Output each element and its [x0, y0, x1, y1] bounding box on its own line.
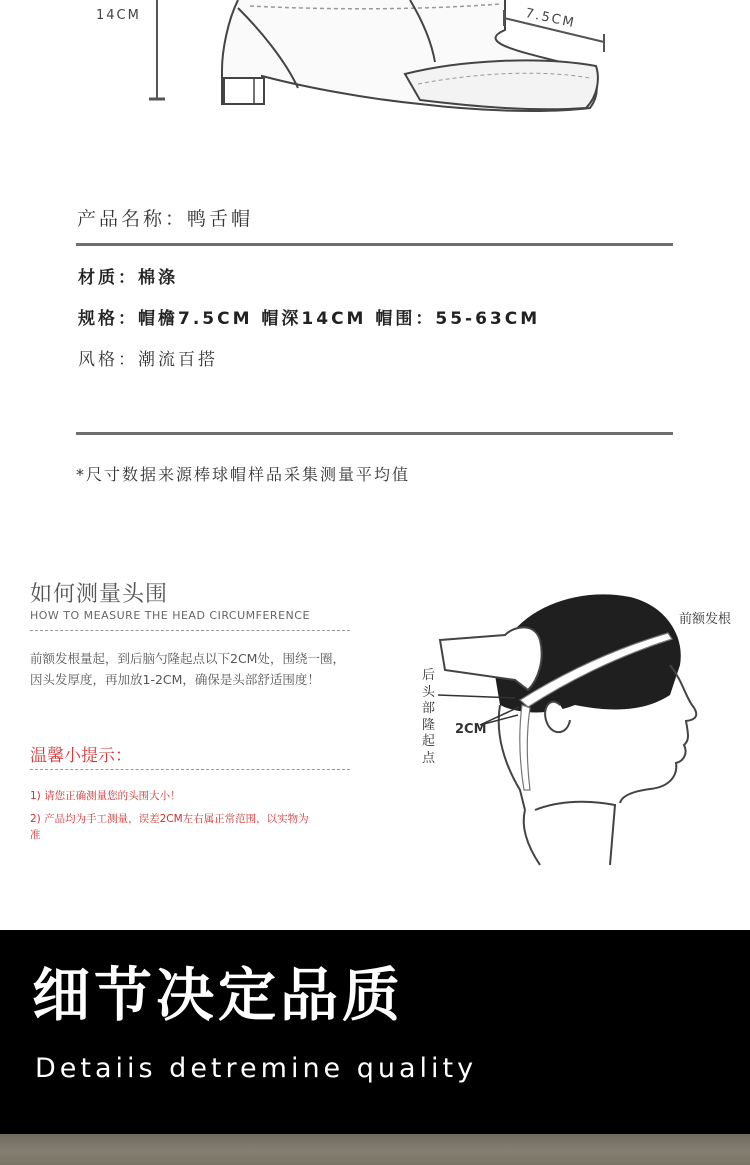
fabric-detail-photo [0, 1134, 750, 1165]
dashed-divider [30, 769, 350, 770]
tip-item: 1) 请您正确测量您的头围大小！ [30, 790, 181, 802]
product-material: 材质：棉涤 [78, 268, 178, 288]
cap-brim-label: 7.5CM [523, 6, 577, 32]
product-style: 风格：潮流百搭 [78, 350, 218, 370]
product-name: 产品名称：鸭舌帽 [77, 208, 254, 230]
size-footnote: *尺寸数据来源棒球帽样品采集测量平均值 [76, 465, 411, 484]
forehead-hairline-label: 前额发根 [679, 612, 732, 627]
cap-illustration [0, 0, 750, 140]
two-cm-label: 2CM [455, 722, 487, 737]
divider [76, 432, 673, 435]
detail-banner [0, 930, 750, 1134]
product-spec: 规格：帽檐7.5CM 帽深14CM 帽围：55-63CM [78, 309, 541, 329]
tip-item: 2) 产品均为手工测量，误差2CM左右属正常范围，以实物为准 [30, 813, 309, 841]
cap-depth-label: 14CM [96, 8, 141, 23]
banner-title: 细节决定品质 [32, 961, 405, 1029]
banner-subtitle: Detaiis detremine quality [35, 1053, 478, 1084]
measure-title: 如何测量头围 [30, 582, 169, 607]
back-of-head-label: 后头部隆起点 [422, 668, 436, 766]
tips-title: 温馨小提示： [30, 746, 132, 766]
dashed-divider [30, 630, 350, 631]
measure-description: 前额发根量起，到后脑勺隆起点以下2CM处，围绕一圈，因头发厚度，再加放1-2CM，确保是头部舒适围度！ [30, 651, 345, 687]
measure-subtitle: HOW TO MEASURE THE HEAD CIRCUMFERENCE [30, 609, 310, 622]
divider [76, 243, 673, 246]
